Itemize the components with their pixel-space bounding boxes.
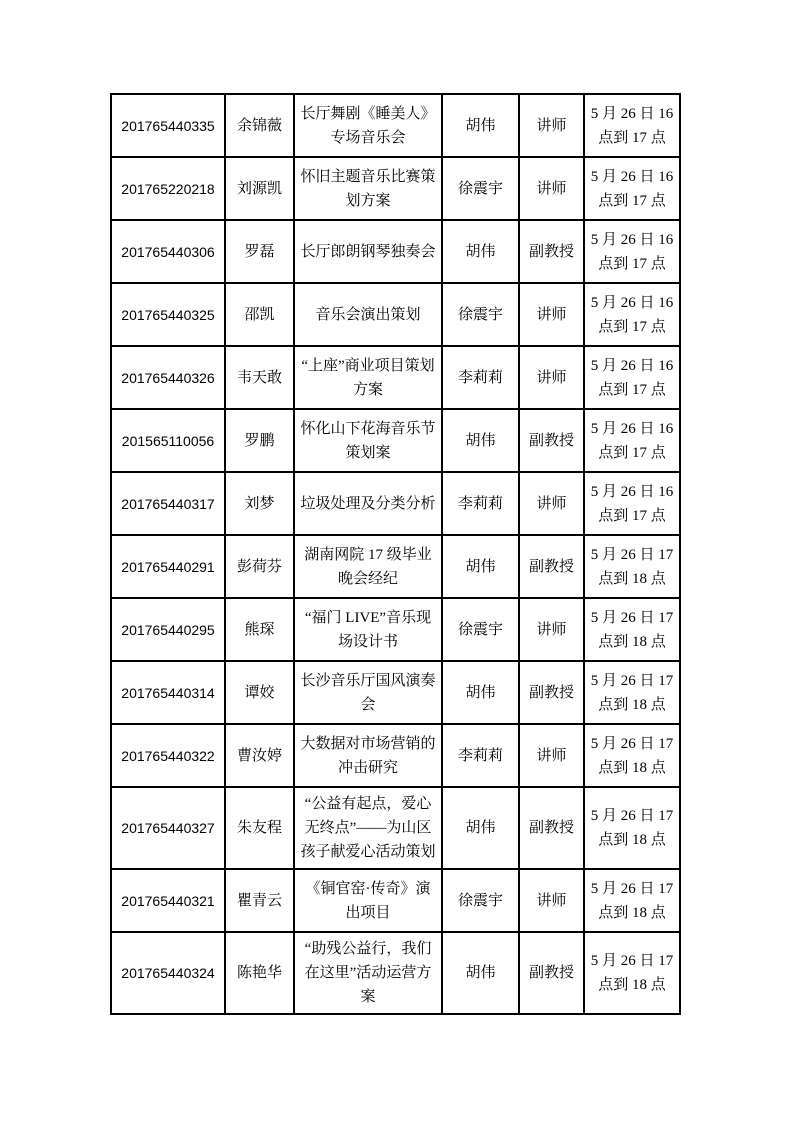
cell-student-id: 201765440325	[111, 283, 225, 346]
cell-project-title: “福门 LIVE”音乐现场设计书	[294, 598, 442, 661]
cell-student-id: 201765440324	[111, 932, 225, 1014]
table-row	[111, 661, 680, 724]
table-row	[111, 409, 680, 472]
cell-advisor-rank: 副教授	[519, 409, 584, 472]
cell-student-name: 邵凯	[225, 283, 294, 346]
table-row	[111, 220, 680, 283]
cell-defense-time: 5 月 26 日 17 点到 18 点	[584, 932, 680, 1014]
defense-schedule-table	[110, 93, 681, 1015]
cell-advisor-rank: 副教授	[519, 220, 584, 283]
cell-advisor-rank: 讲师	[519, 94, 584, 157]
cell-student-name: 瞿青云	[225, 869, 294, 932]
cell-student-id: 201765440322	[111, 724, 225, 787]
cell-advisor-name: 李莉莉	[442, 346, 519, 409]
cell-student-id: 201565110056	[111, 409, 225, 472]
cell-advisor-rank: 副教授	[519, 787, 584, 869]
cell-defense-time: 5 月 26 日 16 点到 17 点	[584, 220, 680, 283]
cell-advisor-name: 胡伟	[442, 409, 519, 472]
cell-defense-time: 5 月 26 日 17 点到 18 点	[584, 787, 680, 869]
cell-advisor-rank: 讲师	[519, 472, 584, 535]
table-row	[111, 932, 680, 1014]
cell-advisor-rank: 副教授	[519, 535, 584, 598]
cell-project-title: 怀化山下花海音乐节策划案	[294, 409, 442, 472]
table-row	[111, 346, 680, 409]
cell-advisor-rank: 讲师	[519, 283, 584, 346]
cell-student-name: 刘源凯	[225, 157, 294, 220]
cell-student-name: 朱友程	[225, 787, 294, 869]
cell-project-title: “公益有起点，爱心无终点”——为山区孩子献爱心活动策划	[294, 787, 442, 869]
cell-advisor-name: 李莉莉	[442, 472, 519, 535]
cell-defense-time: 5 月 26 日 16 点到 17 点	[584, 346, 680, 409]
cell-student-name: 罗磊	[225, 220, 294, 283]
cell-advisor-name: 徐震宇	[442, 598, 519, 661]
cell-advisor-rank: 副教授	[519, 932, 584, 1014]
cell-advisor-rank: 讲师	[519, 346, 584, 409]
table-row	[111, 157, 680, 220]
cell-student-name: 刘梦	[225, 472, 294, 535]
cell-advisor-rank: 讲师	[519, 157, 584, 220]
cell-defense-time: 5 月 26 日 17 点到 18 点	[584, 598, 680, 661]
cell-advisor-rank: 讲师	[519, 724, 584, 787]
cell-student-name: 罗鹏	[225, 409, 294, 472]
cell-project-title: 长沙音乐厅国风演奏会	[294, 661, 442, 724]
cell-project-title: 长厅舞剧《睡美人》专场音乐会	[294, 94, 442, 157]
cell-student-id: 201765440317	[111, 472, 225, 535]
cell-advisor-name: 徐震宇	[442, 283, 519, 346]
table-row	[111, 94, 680, 157]
cell-student-id: 201765440326	[111, 346, 225, 409]
cell-student-id: 201765440335	[111, 94, 225, 157]
cell-student-id: 201765440314	[111, 661, 225, 724]
cell-project-title: “助残公益行，我们在这里”活动运营方案	[294, 932, 442, 1014]
cell-student-id: 201765440295	[111, 598, 225, 661]
table-row	[111, 283, 680, 346]
cell-student-name: 余锦薇	[225, 94, 294, 157]
table-row	[111, 472, 680, 535]
cell-defense-time: 5 月 26 日 17 点到 18 点	[584, 661, 680, 724]
cell-advisor-rank: 讲师	[519, 869, 584, 932]
cell-student-id: 201765440321	[111, 869, 225, 932]
table-row	[111, 787, 680, 869]
cell-defense-time: 5 月 26 日 17 点到 18 点	[584, 869, 680, 932]
cell-student-id: 201765440291	[111, 535, 225, 598]
cell-project-title: “上座”商业项目策划方案	[294, 346, 442, 409]
cell-project-title: 怀旧主题音乐比赛策划方案	[294, 157, 442, 220]
cell-advisor-name: 徐震宇	[442, 869, 519, 932]
cell-advisor-name: 胡伟	[442, 535, 519, 598]
cell-advisor-name: 胡伟	[442, 932, 519, 1014]
cell-advisor-rank: 讲师	[519, 598, 584, 661]
cell-student-name: 陈艳华	[225, 932, 294, 1014]
table-row	[111, 598, 680, 661]
cell-student-name: 韦天敢	[225, 346, 294, 409]
cell-student-id: 201765440327	[111, 787, 225, 869]
cell-defense-time: 5 月 26 日 16 点到 17 点	[584, 472, 680, 535]
table-row	[111, 724, 680, 787]
cell-student-id: 201765220218	[111, 157, 225, 220]
cell-advisor-name: 胡伟	[442, 94, 519, 157]
table-row	[111, 869, 680, 932]
cell-student-id: 201765440306	[111, 220, 225, 283]
cell-defense-time: 5 月 26 日 16 点到 17 点	[584, 409, 680, 472]
cell-student-name: 彭荷芬	[225, 535, 294, 598]
cell-defense-time: 5 月 26 日 16 点到 17 点	[584, 157, 680, 220]
cell-advisor-rank: 副教授	[519, 661, 584, 724]
table-row	[111, 535, 680, 598]
cell-project-title: 长厅郎朗钢琴独奏会	[294, 220, 442, 283]
cell-project-title: 大数据对市场营销的冲击研究	[294, 724, 442, 787]
table-body	[111, 94, 680, 1014]
cell-advisor-name: 李莉莉	[442, 724, 519, 787]
cell-advisor-name: 胡伟	[442, 787, 519, 869]
cell-student-name: 曹汝婷	[225, 724, 294, 787]
cell-student-name: 熊琛	[225, 598, 294, 661]
cell-project-title: 湖南网院 17 级毕业晚会经纪	[294, 535, 442, 598]
cell-advisor-name: 徐震宇	[442, 157, 519, 220]
cell-defense-time: 5 月 26 日 17 点到 18 点	[584, 535, 680, 598]
cell-student-name: 谭姣	[225, 661, 294, 724]
cell-defense-time: 5 月 26 日 17 点到 18 点	[584, 724, 680, 787]
cell-advisor-name: 胡伟	[442, 220, 519, 283]
cell-advisor-name: 胡伟	[442, 661, 519, 724]
cell-defense-time: 5 月 26 日 16 点到 17 点	[584, 283, 680, 346]
cell-project-title: 垃圾处理及分类分析	[294, 472, 442, 535]
cell-project-title: 《铜官窑·传奇》演出项目	[294, 869, 442, 932]
cell-project-title: 音乐会演出策划	[294, 283, 442, 346]
cell-defense-time: 5 月 26 日 16 点到 17 点	[584, 94, 680, 157]
